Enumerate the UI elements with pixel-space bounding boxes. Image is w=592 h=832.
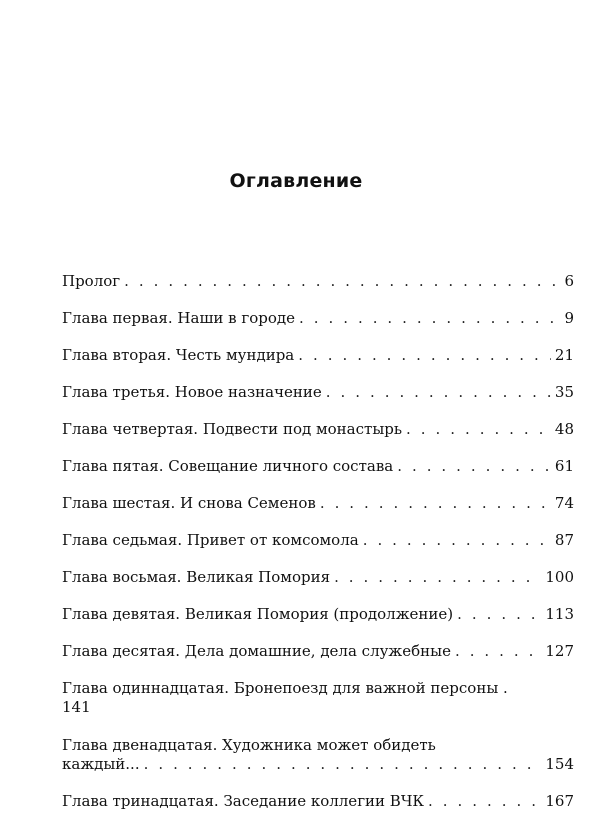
- page-number: 74: [554, 494, 574, 512]
- toc-entry[interactable]: [62, 642, 574, 661]
- dot-leader: [320, 494, 551, 513]
- entry-title: Глава первая. Наши в городе: [62, 309, 296, 327]
- entry-title: Глава третья. Новое назначение: [62, 383, 322, 401]
- entry-title-continued: каждый...: [62, 755, 140, 773]
- entry-title: Глава вторая. Честь мундира: [62, 346, 295, 364]
- page-number: 87: [554, 531, 574, 549]
- toc-entry[interactable]: [62, 679, 574, 717]
- page-title: Оглавление: [229, 170, 363, 192]
- dot-leader: [397, 457, 551, 476]
- entry-title: Глава тринадцатая. Заседание коллегии ВЧК: [62, 792, 425, 810]
- entry-title: Пролог: [62, 272, 121, 290]
- entry-title: Глава десятая. Дела домашние, дела служебные: [62, 642, 451, 660]
- dot-leader: [298, 346, 551, 365]
- entry-title: Глава седьмая. Привет от комсомола: [62, 531, 359, 549]
- toc-entry[interactable]: [62, 457, 574, 476]
- entry-title: Глава двенадцатая. Художника может обидеть: [62, 736, 436, 754]
- dot-leader: [428, 792, 541, 811]
- page-number: 100: [545, 568, 574, 586]
- dot-leader: [299, 309, 560, 328]
- page-number: 21: [554, 346, 574, 364]
- entry-title: Глава пятая. Совещание личного состава: [62, 457, 394, 475]
- dot-leader: [457, 605, 541, 624]
- toc-entry[interactable]: [62, 494, 574, 513]
- toc-entry[interactable]: [62, 420, 574, 439]
- toc-entry[interactable]: [62, 736, 574, 774]
- dot-leader: [406, 420, 551, 439]
- toc-entry[interactable]: [62, 383, 574, 402]
- toc-entry[interactable]: [62, 346, 574, 365]
- page-number: 6: [564, 272, 574, 290]
- toc-entry[interactable]: [62, 605, 574, 624]
- page-number: 48: [554, 420, 574, 438]
- dot-leader: [363, 531, 551, 550]
- page-number: 167: [545, 792, 574, 810]
- toc-entry[interactable]: [62, 568, 574, 587]
- entry-title: Глава четвертая. Подвести под монастырь: [62, 420, 403, 438]
- page-number: 61: [554, 457, 574, 475]
- page-number: 35: [554, 383, 574, 401]
- dot-leader: [334, 568, 541, 587]
- toc-entry[interactable]: [62, 792, 574, 811]
- page-number: 141: [62, 698, 91, 716]
- page-number: 154: [545, 755, 574, 773]
- toc-entry[interactable]: [62, 272, 574, 291]
- entry-title: Глава девятая. Великая Помория (продолжение): [62, 605, 454, 623]
- dot-leader: [326, 383, 551, 402]
- entry-title: Глава восьмая. Великая Помория: [62, 568, 331, 586]
- toc-entry[interactable]: [62, 531, 574, 550]
- page-number: 9: [564, 309, 574, 327]
- entry-title: Глава шестая. И снова Семенов: [62, 494, 316, 512]
- dot-leader: [144, 755, 542, 774]
- dot-leader: [455, 642, 541, 661]
- entry-title: Глава одиннадцатая. Бронепоезд для важной персоны .: [62, 679, 508, 697]
- dot-leader: [124, 272, 560, 291]
- page-number: 113: [545, 605, 574, 623]
- page-number: 127: [545, 642, 574, 660]
- toc-entry[interactable]: [62, 309, 574, 328]
